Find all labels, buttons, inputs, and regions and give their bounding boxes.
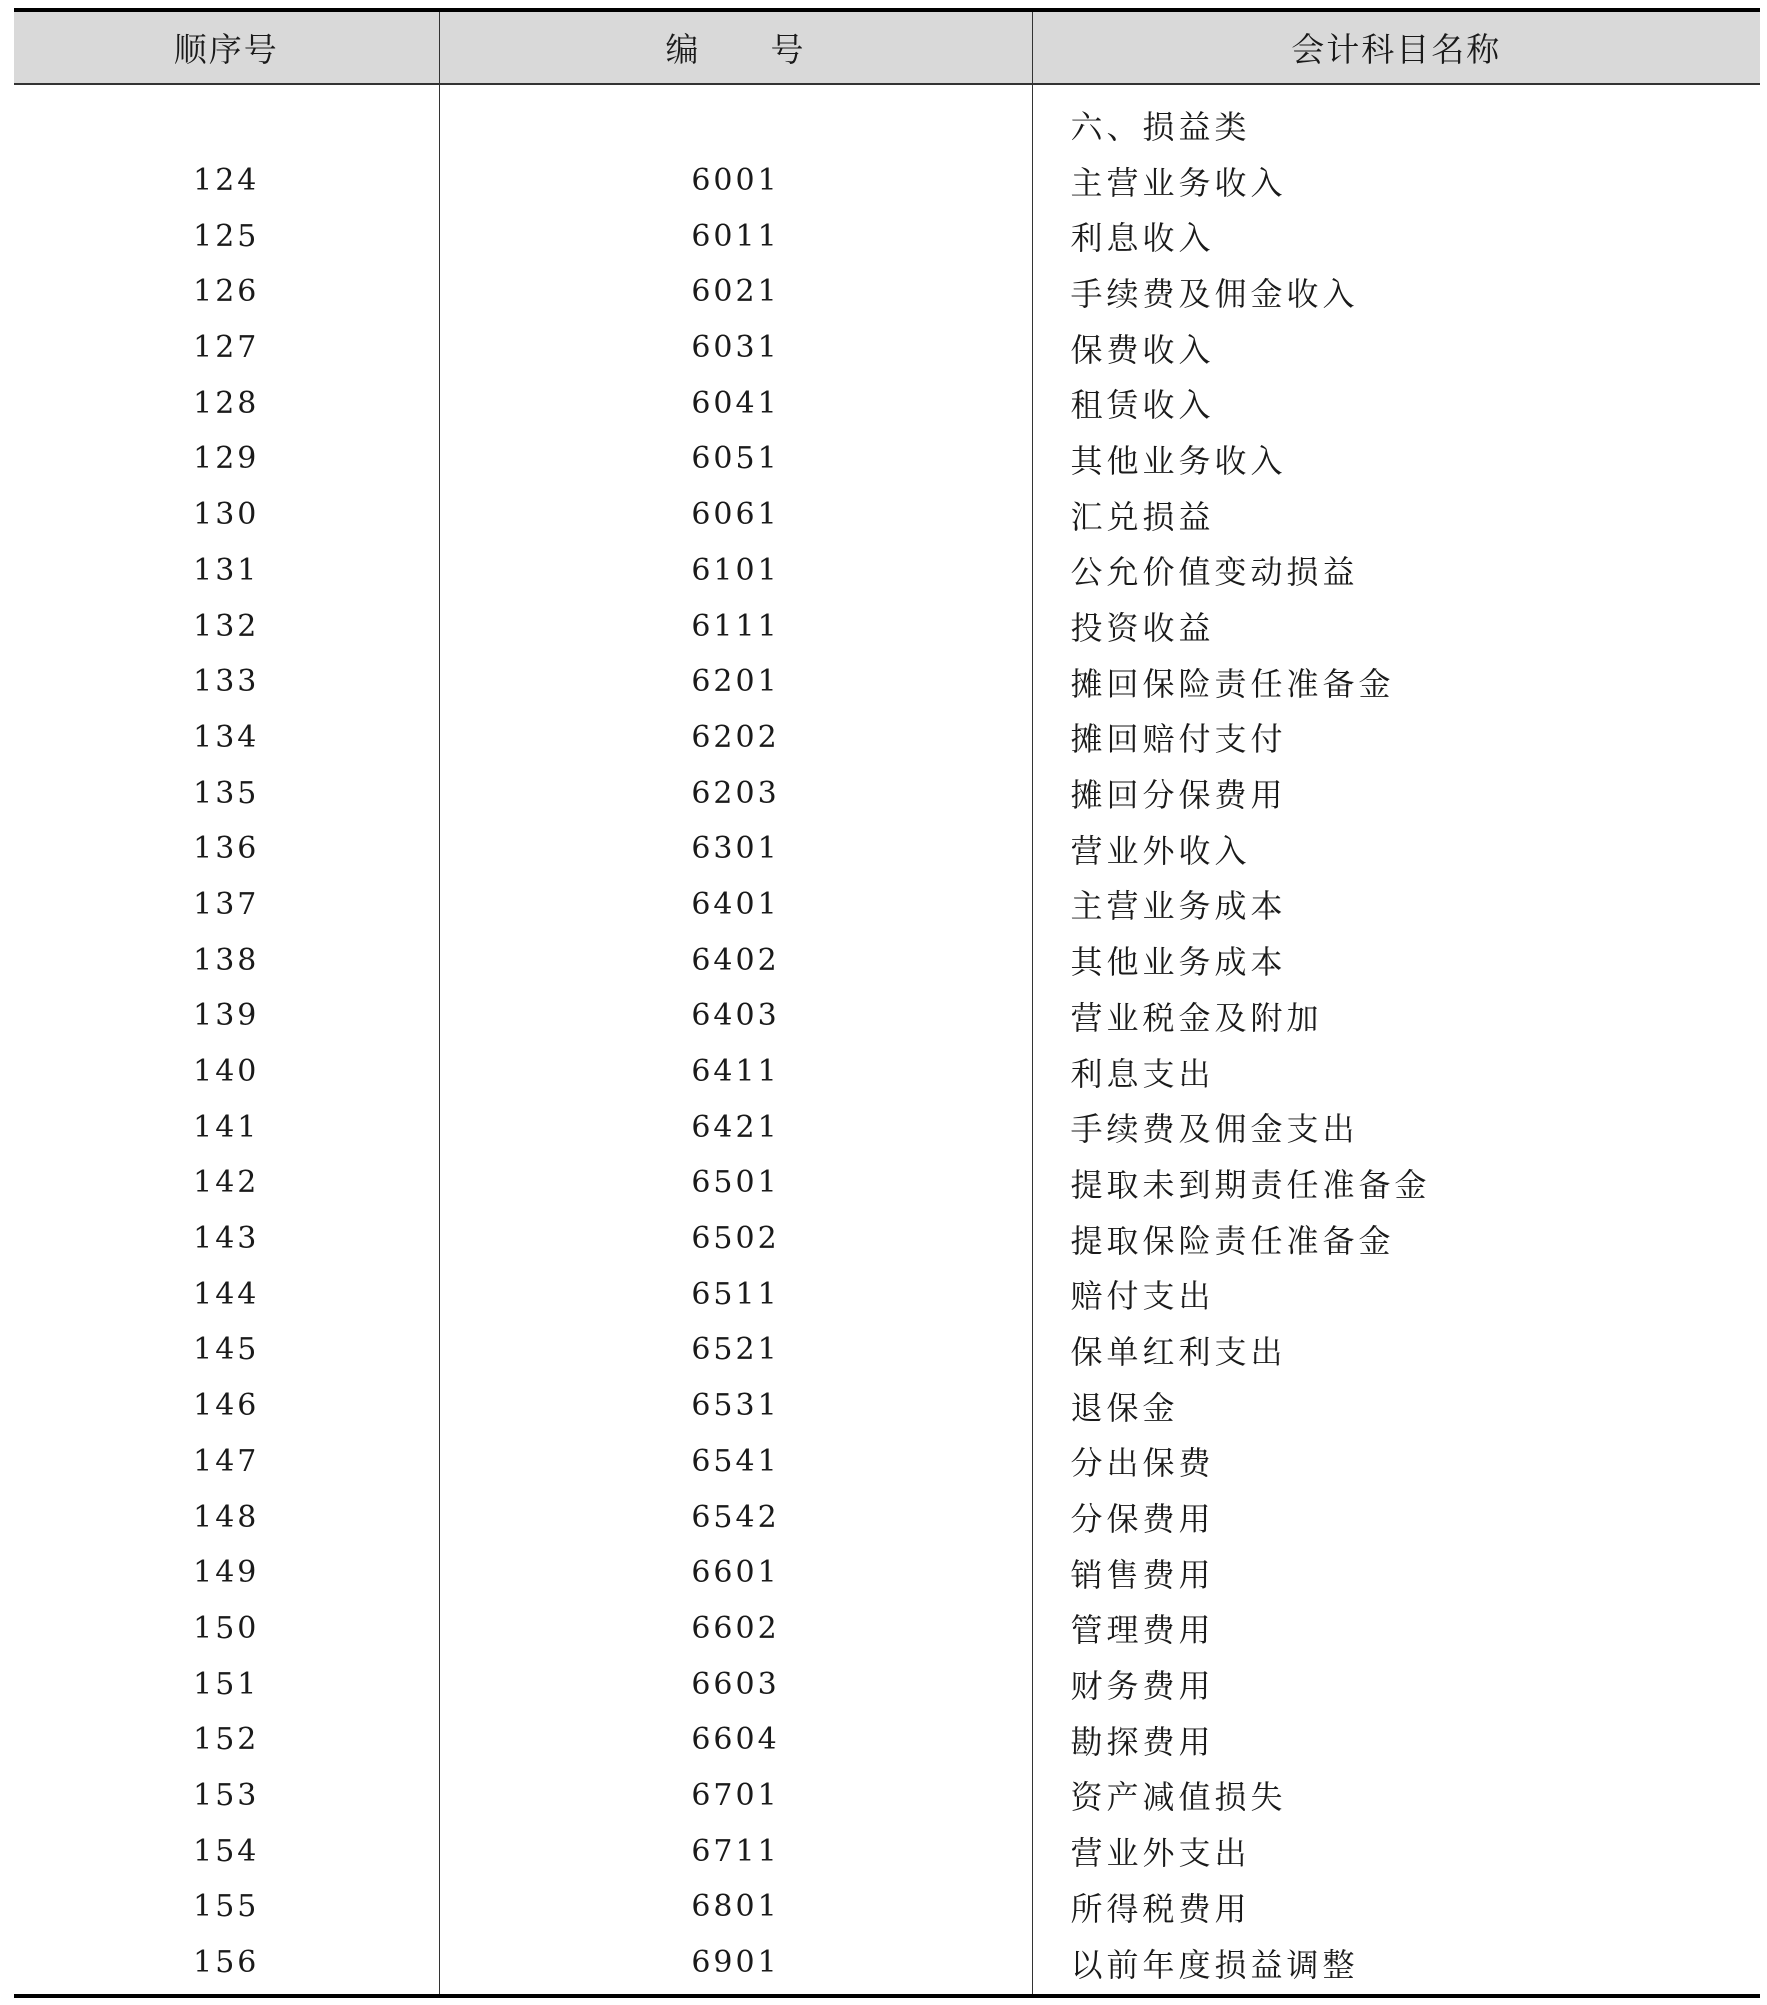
- table-row: [14, 1601, 1760, 1657]
- account-name-cell: 主营业务成本: [1032, 877, 1760, 933]
- table-row: [14, 1545, 1760, 1601]
- code-cell: 6403: [439, 988, 1032, 1044]
- code-cell: 6402: [439, 932, 1032, 988]
- table-row: [14, 765, 1760, 821]
- table-row: [14, 988, 1760, 1044]
- account-name-cell: 摊回分保费用: [1032, 765, 1760, 821]
- seq-cell: 136: [14, 821, 439, 877]
- account-name-cell: 摊回保险责任准备金: [1032, 654, 1760, 710]
- seq-cell: 141: [14, 1099, 439, 1155]
- code-cell: 6521: [439, 1322, 1032, 1378]
- table-body: [14, 84, 1760, 1996]
- seq-cell: [14, 84, 439, 153]
- accounts-table: [14, 8, 1760, 1998]
- code-cell: 6501: [439, 1155, 1032, 1211]
- code-cell: 6511: [439, 1266, 1032, 1322]
- account-name-cell: 其他业务收入: [1032, 431, 1760, 487]
- seq-cell: 134: [14, 710, 439, 766]
- code-cell: 6111: [439, 598, 1032, 654]
- table-row: [14, 1322, 1760, 1378]
- account-name-cell: 手续费及佣金收入: [1032, 264, 1760, 320]
- code-cell: 6604: [439, 1712, 1032, 1768]
- code-cell: 6541: [439, 1434, 1032, 1490]
- code-cell: 6601: [439, 1545, 1032, 1601]
- table-row: [14, 1823, 1760, 1879]
- account-name-cell: 提取保险责任准备金: [1032, 1211, 1760, 1267]
- table-row: [14, 1099, 1760, 1155]
- account-name-cell: 分出保费: [1032, 1434, 1760, 1490]
- table-row: [14, 821, 1760, 877]
- code-cell: 6411: [439, 1044, 1032, 1100]
- account-name-cell: 保单红利支出: [1032, 1322, 1760, 1378]
- seq-cell: 144: [14, 1266, 439, 1322]
- code-cell: 6711: [439, 1823, 1032, 1879]
- code-cell: 6031: [439, 320, 1032, 376]
- seq-cell: 131: [14, 543, 439, 599]
- seq-cell: 125: [14, 208, 439, 264]
- table-row: [14, 1266, 1760, 1322]
- table-row: [14, 487, 1760, 543]
- account-name-cell: 摊回赔付支付: [1032, 710, 1760, 766]
- table-row: [14, 1155, 1760, 1211]
- table-row: [14, 1879, 1760, 1935]
- account-name-cell: 营业外支出: [1032, 1823, 1760, 1879]
- seq-cell: 140: [14, 1044, 439, 1100]
- account-name-cell: 所得税费用: [1032, 1879, 1760, 1935]
- account-name-cell: 提取未到期责任准备金: [1032, 1155, 1760, 1211]
- seq-cell: 147: [14, 1434, 439, 1490]
- seq-cell: 148: [14, 1489, 439, 1545]
- code-cell: 6201: [439, 654, 1032, 710]
- accounts-table-container: [14, 8, 1760, 1998]
- table-row: [14, 1656, 1760, 1712]
- table-row: [14, 431, 1760, 487]
- account-name-cell: 销售费用: [1032, 1545, 1760, 1601]
- account-name-cell: 利息支出: [1032, 1044, 1760, 1100]
- account-name-cell: 手续费及佣金支出: [1032, 1099, 1760, 1155]
- seq-cell: 154: [14, 1823, 439, 1879]
- code-cell: [439, 84, 1032, 153]
- account-name-cell: 保费收入: [1032, 320, 1760, 376]
- table-row: [14, 598, 1760, 654]
- seq-cell: 155: [14, 1879, 439, 1935]
- seq-cell: 150: [14, 1601, 439, 1657]
- table-row: [14, 153, 1760, 209]
- seq-cell: 133: [14, 654, 439, 710]
- table-row: [14, 320, 1760, 376]
- seq-cell: 135: [14, 765, 439, 821]
- account-name-cell: 六、损益类: [1032, 84, 1760, 153]
- account-name-cell: 营业税金及附加: [1032, 988, 1760, 1044]
- code-cell: 6401: [439, 877, 1032, 933]
- code-cell: 6531: [439, 1378, 1032, 1434]
- seq-cell: 156: [14, 1935, 439, 1997]
- table-row: [14, 1211, 1760, 1267]
- table-row: [14, 1768, 1760, 1824]
- code-cell: 6021: [439, 264, 1032, 320]
- account-name-cell: 勘探费用: [1032, 1712, 1760, 1768]
- account-name-cell: 以前年度损益调整: [1032, 1935, 1760, 1997]
- table-row: [14, 1935, 1760, 1997]
- account-name-cell: 赔付支出: [1032, 1266, 1760, 1322]
- table-row: [14, 84, 1760, 153]
- code-cell: 6901: [439, 1935, 1032, 1997]
- seq-cell: 138: [14, 932, 439, 988]
- code-cell: 6203: [439, 765, 1032, 821]
- seq-cell: 124: [14, 153, 439, 209]
- code-cell: 6101: [439, 543, 1032, 599]
- table-row: [14, 1489, 1760, 1545]
- account-name-cell: 管理费用: [1032, 1601, 1760, 1657]
- table-row: [14, 208, 1760, 264]
- seq-cell: 151: [14, 1656, 439, 1712]
- table-row: [14, 654, 1760, 710]
- code-cell: 6051: [439, 431, 1032, 487]
- seq-cell: 137: [14, 877, 439, 933]
- header-account-name: 会计科目名称: [1032, 10, 1760, 84]
- seq-cell: 142: [14, 1155, 439, 1211]
- seq-cell: 139: [14, 988, 439, 1044]
- code-cell: 6603: [439, 1656, 1032, 1712]
- account-name-cell: 其他业务成本: [1032, 932, 1760, 988]
- header-seq: 顺序号: [14, 10, 439, 84]
- table-row: [14, 1434, 1760, 1490]
- seq-cell: 145: [14, 1322, 439, 1378]
- account-name-cell: 租赁收入: [1032, 375, 1760, 431]
- code-cell: 6542: [439, 1489, 1032, 1545]
- code-cell: 6041: [439, 375, 1032, 431]
- table-row: [14, 264, 1760, 320]
- account-name-cell: 分保费用: [1032, 1489, 1760, 1545]
- account-name-cell: 公允价值变动损益: [1032, 543, 1760, 599]
- code-cell: 6701: [439, 1768, 1032, 1824]
- account-name-cell: 投资收益: [1032, 598, 1760, 654]
- seq-cell: 149: [14, 1545, 439, 1601]
- account-name-cell: 利息收入: [1032, 208, 1760, 264]
- seq-cell: 126: [14, 264, 439, 320]
- seq-cell: 132: [14, 598, 439, 654]
- table-row: [14, 543, 1760, 599]
- seq-cell: 128: [14, 375, 439, 431]
- seq-cell: 129: [14, 431, 439, 487]
- header-row: [14, 10, 1760, 84]
- header-code: 编 号: [439, 10, 1032, 84]
- account-name-cell: 主营业务收入: [1032, 153, 1760, 209]
- table-row: [14, 1712, 1760, 1768]
- code-cell: 6801: [439, 1879, 1032, 1935]
- seq-cell: 143: [14, 1211, 439, 1267]
- table-row: [14, 375, 1760, 431]
- seq-cell: 130: [14, 487, 439, 543]
- code-cell: 6001: [439, 153, 1032, 209]
- code-cell: 6011: [439, 208, 1032, 264]
- seq-cell: 127: [14, 320, 439, 376]
- code-cell: 6301: [439, 821, 1032, 877]
- account-name-cell: 营业外收入: [1032, 821, 1760, 877]
- table-row: [14, 1044, 1760, 1100]
- table-row: [14, 1378, 1760, 1434]
- code-cell: 6061: [439, 487, 1032, 543]
- code-cell: 6502: [439, 1211, 1032, 1267]
- account-name-cell: 退保金: [1032, 1378, 1760, 1434]
- code-cell: 6602: [439, 1601, 1032, 1657]
- account-name-cell: 汇兑损益: [1032, 487, 1760, 543]
- seq-cell: 146: [14, 1378, 439, 1434]
- seq-cell: 153: [14, 1768, 439, 1824]
- table-row: [14, 932, 1760, 988]
- account-name-cell: 财务费用: [1032, 1656, 1760, 1712]
- table-header: [14, 10, 1760, 84]
- seq-cell: 152: [14, 1712, 439, 1768]
- code-cell: 6202: [439, 710, 1032, 766]
- account-name-cell: 资产减值损失: [1032, 1768, 1760, 1824]
- code-cell: 6421: [439, 1099, 1032, 1155]
- table-row: [14, 877, 1760, 933]
- table-row: [14, 710, 1760, 766]
